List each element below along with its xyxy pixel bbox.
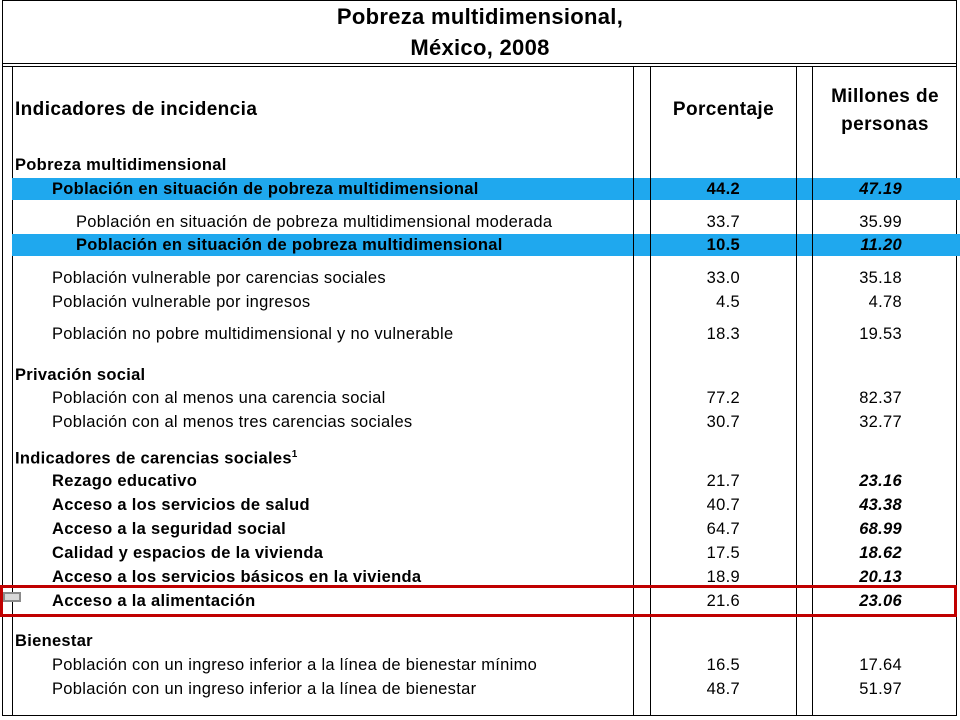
row-label: Acceso a la alimentación xyxy=(52,592,256,610)
row-percent: 4.5 xyxy=(716,293,740,311)
row-percent: 44.2 xyxy=(706,180,740,198)
row-label: Población con un ingreso inferior a la línea de bienestar mínimo xyxy=(52,656,538,674)
row-label: Población con un ingreso inferior a la línea de bienestar xyxy=(52,680,477,698)
header-millions-line2: personas xyxy=(841,114,929,135)
row-millions: 32.77 xyxy=(859,413,902,431)
row-millions: 43.38 xyxy=(859,496,902,514)
row-label: Población con al menos una carencia social xyxy=(52,389,386,407)
row-millions: 47.19 xyxy=(859,180,902,198)
row-label: Rezago educativo xyxy=(52,472,198,490)
row-millions: 11.20 xyxy=(860,236,902,254)
row-label: Población vulnerable por carencias sociales xyxy=(52,269,386,287)
row-percent: 40.7 xyxy=(706,496,740,514)
header-percent: Porcentaje xyxy=(672,99,775,120)
row-label: Acceso a la seguridad social xyxy=(52,520,287,538)
header-indicator: Indicadores de incidencia xyxy=(15,99,258,120)
row-label: Población vulnerable por ingresos xyxy=(52,293,311,311)
row-millions: 18.62 xyxy=(859,544,902,562)
row-percent: 18.3 xyxy=(706,325,740,343)
row-label: Acceso a los servicios básicos en la vivienda xyxy=(52,568,422,586)
row-percent: 48.7 xyxy=(706,680,740,698)
section-bienestar: Bienestar xyxy=(15,632,93,650)
row-millions: 20.13 xyxy=(859,568,902,586)
col-separator-2a xyxy=(796,66,797,716)
table-title-line2: México, 2008 xyxy=(410,35,550,60)
row-label: Población con al menos tres carencias sociales xyxy=(52,413,413,431)
row-percent: 10.5 xyxy=(706,236,740,254)
row-selection-highlight[interactable] xyxy=(0,585,957,617)
row-millions: 82.37 xyxy=(859,389,902,407)
row-millions: 17.64 xyxy=(859,656,902,674)
row-millions: 4.78 xyxy=(868,293,902,311)
row-millions: 23.06 xyxy=(859,592,902,610)
row-label: Calidad y espacios de la vivienda xyxy=(52,544,324,562)
row-percent: 16.5 xyxy=(706,656,740,674)
row-percent: 33.7 xyxy=(706,213,740,231)
section-carencias-label: Indicadores de carencias sociales xyxy=(15,449,292,468)
table-title-line1: Pobreza multidimensional, xyxy=(336,4,624,29)
band-separator-1a xyxy=(633,178,634,200)
row-label: Población no pobre multidimensional y no vulnerable xyxy=(52,325,454,343)
row-millions: 19.53 xyxy=(859,325,902,343)
row-label: Población en situación de pobreza multidimensional xyxy=(76,236,503,254)
header-millions-line1: Millones de xyxy=(831,86,939,107)
row-percent: 77.2 xyxy=(706,389,740,407)
row-label: Población en situación de pobreza multidimensional moderada xyxy=(76,213,553,231)
band-separator-1b xyxy=(650,178,651,200)
row-percent: 21.6 xyxy=(706,592,740,610)
row-millions: 51.97 xyxy=(859,680,902,698)
row-percent: 64.7 xyxy=(706,520,740,538)
title-rule-bottom xyxy=(2,66,957,67)
title-rule-top xyxy=(2,63,957,64)
section-carencias xyxy=(15,449,298,469)
drag-handle-icon[interactable] xyxy=(3,592,21,602)
row-label: Acceso a los servicios de salud xyxy=(52,496,310,514)
row-millions: 35.18 xyxy=(859,269,902,287)
band-separator-3a xyxy=(633,234,634,256)
left-border-inner xyxy=(12,66,13,716)
row-millions: 68.99 xyxy=(859,520,902,538)
row-percent: 33.0 xyxy=(706,269,740,287)
section-privacion: Privación social xyxy=(15,366,146,384)
band-separator-4a xyxy=(796,234,797,256)
row-percent: 17.5 xyxy=(706,544,740,562)
footnote-marker: 1 xyxy=(291,449,298,460)
band-separator-3b xyxy=(650,234,651,256)
band-separator-2a xyxy=(796,178,797,200)
row-label: Población en situación de pobreza multidimensional xyxy=(52,180,479,198)
row-millions: 23.16 xyxy=(859,472,902,490)
col-separator-1a xyxy=(633,66,634,716)
col-separator-1b xyxy=(650,66,651,716)
row-percent: 30.7 xyxy=(706,413,740,431)
section-pobreza: Pobreza multidimensional xyxy=(15,156,227,174)
row-percent: 18.9 xyxy=(706,568,740,586)
row-percent: 21.7 xyxy=(706,472,740,490)
row-millions: 35.99 xyxy=(859,213,902,231)
